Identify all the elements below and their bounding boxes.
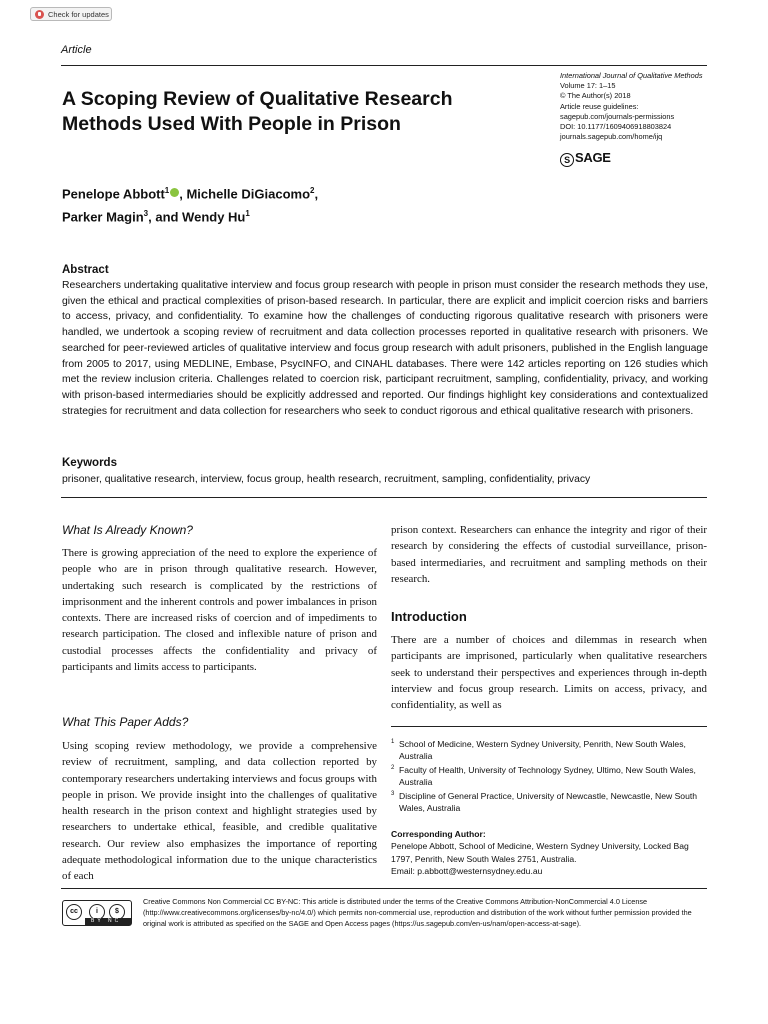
adds-heading: What This Paper Adds?: [62, 715, 189, 729]
corresponding-email[interactable]: Email: p.abbott@westernsydney.edu.au: [391, 866, 543, 877]
license-divider: [61, 888, 707, 889]
author-name[interactable]: Parker Magin: [62, 209, 144, 225]
authors-line-2: [62, 204, 462, 227]
adds-text: Using scoping review methodology, we provide a comprehensive review of recruitment, sampling, and data collection reported by contemporary researchers undertaking interviews and focus groups with people in prison. We provide insight into the challenges of qualitative health research in the prison context and highlight strategies used by researchers to undertake ethical, feasible, and credible qualitative research. Our review also emphasizes the importance of reporting adequate methodological information due to the unique characteristics of each: [62, 740, 377, 883]
affiliation-item: 1 School of Medicine, Western Sydney University, Penrith, New South Wales, Australia: [391, 739, 686, 762]
update-icon: [35, 10, 44, 19]
article-type-label: Article: [61, 44, 92, 56]
author-affil: 1: [245, 209, 250, 219]
affiliations-divider: [391, 726, 707, 727]
cc-logo-bar: BY NC: [85, 918, 131, 925]
keywords-divider: [61, 497, 707, 498]
abstract-heading: Abstract: [62, 264, 109, 276]
authors-line-1: [62, 181, 462, 204]
journal-volume: Volume 17: 1–15: [560, 81, 616, 91]
reuse-link[interactable]: sagepub.com/journals-permissions: [560, 111, 675, 121]
keywords-heading: Keywords: [62, 457, 117, 469]
journal-name: International Journal of Qualitative Methods: [560, 71, 703, 80]
author-name[interactable]: , and Wendy Hu: [148, 209, 246, 225]
cc-by-nc-logo[interactable]: [62, 900, 132, 926]
corresponding-address: Penelope Abbott, School of Medicine, Western Sydney University, Locked Bag 1797, Penrith, New South Wales 2751, Australia.: [391, 841, 689, 864]
top-divider: [61, 65, 707, 66]
license-text: Creative Commons Non Commercial CC BY-NC: This article is distributed under the terms of the Creative Commons Attribution-NonCommercial 4.0 License (http://www.creativecommons.org/licenses/by-nc/4.0/) which permits non-commercial use, reproduction and distribution of the work without further permission provided the original work is attributed as specified on the SAGE and Open Access pages (https://us.sagepub.com/en-us/nam/open-access-at-sage).: [143, 897, 692, 928]
introduction-heading: Introduction: [391, 609, 467, 624]
check-for-updates-button[interactable]: [30, 7, 112, 21]
doi[interactable]: DOI: 10.1177/1609406918803824: [560, 122, 672, 132]
adds-continuation: prison context. Researchers can enhance the integrity and rigor of their research by considering the effects of custodial surveillance, prison-based intermediaries, and recruitment and sampling methods on their research.: [391, 524, 707, 585]
abstract-text: Researchers undertaking qualitative interview and focus group research with people in prison must consider the research methods they use, given the ethical and practical complexities of prison-based research. In particular, there are explicit and implicit coercion risks and barriers to access, privacy, and confidentiality. To examine how the challenges of conducting rigorous qualitative research with prisoners were handled, we undertook a scoping review of recruitment and data collection processes reported in qualitative research with prisoners. We searched for peer-reviewed articles of qualitative interview and focus group research with adult prisoners, published in the English language from 2005 to 2017, using MEDLINE, Embase, PsycINFO, and CINAHL databases. There were 142 articles reporting on 126 studies which met the review inclusion criteria. Challenges related to coercion risk, participant recruitment, sampling, confidentiality, privacy, and working with prison-based intermediaries should be explicitly addressed and reported. Our findings highlight key considerations and contextualized strategies for recruitment and data collection for researchers who seek to conduct rigorous and ethical qualitative research with prisoners.: [62, 280, 708, 417]
affiliations: [391, 738, 709, 815]
affiliation-item: 2 Faculty of Health, University of Technology Sydney, Ultimo, New South Wales, Australia: [391, 764, 696, 788]
sage-logo-icon: S: [560, 153, 574, 167]
affiliation-item: 3 Discipline of General Practice, University of Newcastle, Newcastle, New South Wales, Australia: [391, 790, 698, 814]
publisher-name: SAGE: [575, 150, 611, 165]
journal-home-link[interactable]: journals.sagepub.com/home/ijq: [560, 132, 663, 142]
author-affil: 2: [310, 186, 315, 195]
article-title: A Scoping Review of Qualitative Research Methods Used With People in Prison: [62, 88, 453, 135]
sage-logo: [560, 150, 611, 167]
noncommercial-icon: $: [109, 904, 125, 920]
author-affil: 1: [164, 186, 170, 195]
cc-icon: cc: [66, 904, 82, 920]
known-heading: What Is Already Known?: [62, 523, 193, 537]
author-list: [62, 181, 462, 228]
known-text: There is growing appreciation of the need to explore the experience of people who are in prison through qualitative research. However, undertaking such research is complicated by the restrictions of imprisonment and the inherent controls and power imbalances in prison contexts. There are increased risks of coercion and of impediments to research participation. The closed and inflexible nature of prison and custodial processes affects the confidentiality and privacy of participants and limits access to participants.: [62, 547, 377, 674]
author-sep: ,: [314, 186, 319, 202]
keywords-text: prisoner, qualitative research, interview, focus group, health research, recruitment, sampling, confidentiality, privacy: [62, 474, 591, 485]
author-name[interactable]: , Michelle DiGiacomo: [179, 186, 311, 202]
introduction-text: There are a number of choices and dilemmas in research when participants are imprisoned, particularly when qualitative researchers seek to understand their perspectives and experiences through in-depth interview and focus group research. Limits on access, privacy, and confidentiality, as well as: [391, 634, 707, 712]
author-affil: 3: [143, 209, 149, 219]
journal-copyright: © The Author(s) 2018: [560, 91, 631, 101]
reuse-label: Article reuse guidelines:: [560, 101, 639, 111]
corresponding-author: [391, 828, 709, 878]
corresponding-heading: Corresponding Author:: [391, 829, 486, 839]
orcid-icon[interactable]: [170, 188, 179, 197]
person-icon: i: [89, 904, 105, 920]
author-name[interactable]: Penelope Abbott: [62, 186, 165, 202]
check-for-updates-label: Check for updates: [48, 10, 109, 19]
journal-info: [560, 71, 720, 142]
